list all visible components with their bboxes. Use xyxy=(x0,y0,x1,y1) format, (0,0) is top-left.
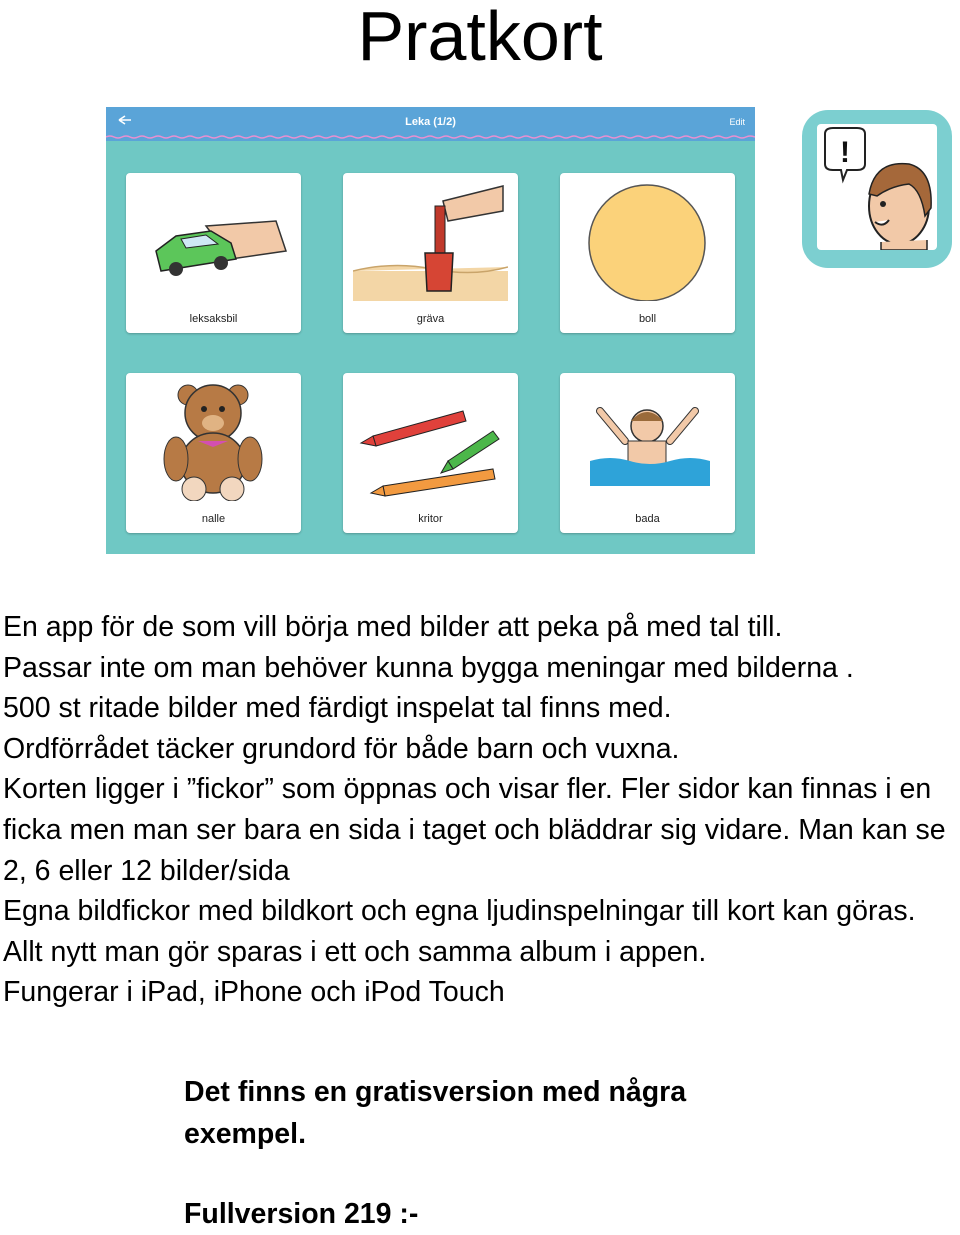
card-label: kritor xyxy=(418,513,443,525)
description xyxy=(3,607,953,1013)
app-header-title: Leka (1/2) xyxy=(405,116,456,128)
paragraph: Korten ligger i ”fickor” som öppnas och visar fler. Fler sidor kan finnas i en ficka men man ser bara en sida i taget och bläddrar sig vidare. Man kan se 2, 6 eller 12 bilder/sida xyxy=(3,773,946,887)
paragraph: Fungerar i iPad, iPhone och iPod Touch xyxy=(3,976,505,1009)
toy-car-icon xyxy=(136,181,291,301)
card-boll[interactable] xyxy=(560,173,735,333)
stitch-border xyxy=(106,135,755,139)
app-screenshot xyxy=(106,107,755,554)
card-label: gräva xyxy=(416,313,445,325)
paragraph: Passar inte om man behöver kunna bygga meningar med bilderna . xyxy=(3,651,854,684)
ball-icon xyxy=(570,181,725,301)
card-label: bada xyxy=(635,513,660,525)
price-label: Fullversion 219 :- xyxy=(184,1198,419,1230)
exclamation-glyph: ! xyxy=(840,136,850,169)
bathing-icon xyxy=(570,381,725,501)
pratkort-app-icon xyxy=(802,110,952,268)
paragraph: Egna bildfickor med bildkort och egna ljudinspelningar till kort kan göras. Allt nytt man gör sparas i ett och samma album i appen. xyxy=(3,895,916,968)
paragraph: Ordförrådet täcker grundord för både barn och vuxna. xyxy=(3,732,680,765)
paragraph: 500 st ritade bilder med färdigt inspelat tal finns med. xyxy=(3,692,672,725)
card-grava[interactable] xyxy=(343,173,518,333)
card-label: leksaksbil xyxy=(189,313,238,325)
card-label: nalle xyxy=(201,513,226,525)
dig-shovel-icon xyxy=(353,181,508,301)
edit-button[interactable]: Edit xyxy=(729,117,745,127)
app-header xyxy=(106,107,755,141)
free-version-note-cont: exempel. xyxy=(184,1118,306,1150)
crayons-icon xyxy=(353,381,508,501)
card-kritor[interactable] xyxy=(343,373,518,533)
card-label: boll xyxy=(638,313,657,325)
speaking-person-icon xyxy=(817,124,937,250)
page-title: Pratkort xyxy=(357,0,603,75)
teddy-bear-icon xyxy=(136,381,291,501)
card-nalle[interactable] xyxy=(126,373,301,533)
paragraph: En app för de som vill börja med bilder att peka på med tal till. xyxy=(3,611,783,643)
card-leksaksbil[interactable] xyxy=(126,173,301,333)
card-bada[interactable] xyxy=(560,373,735,533)
free-version-note: Det finns en gratisversion med några xyxy=(184,1076,687,1108)
